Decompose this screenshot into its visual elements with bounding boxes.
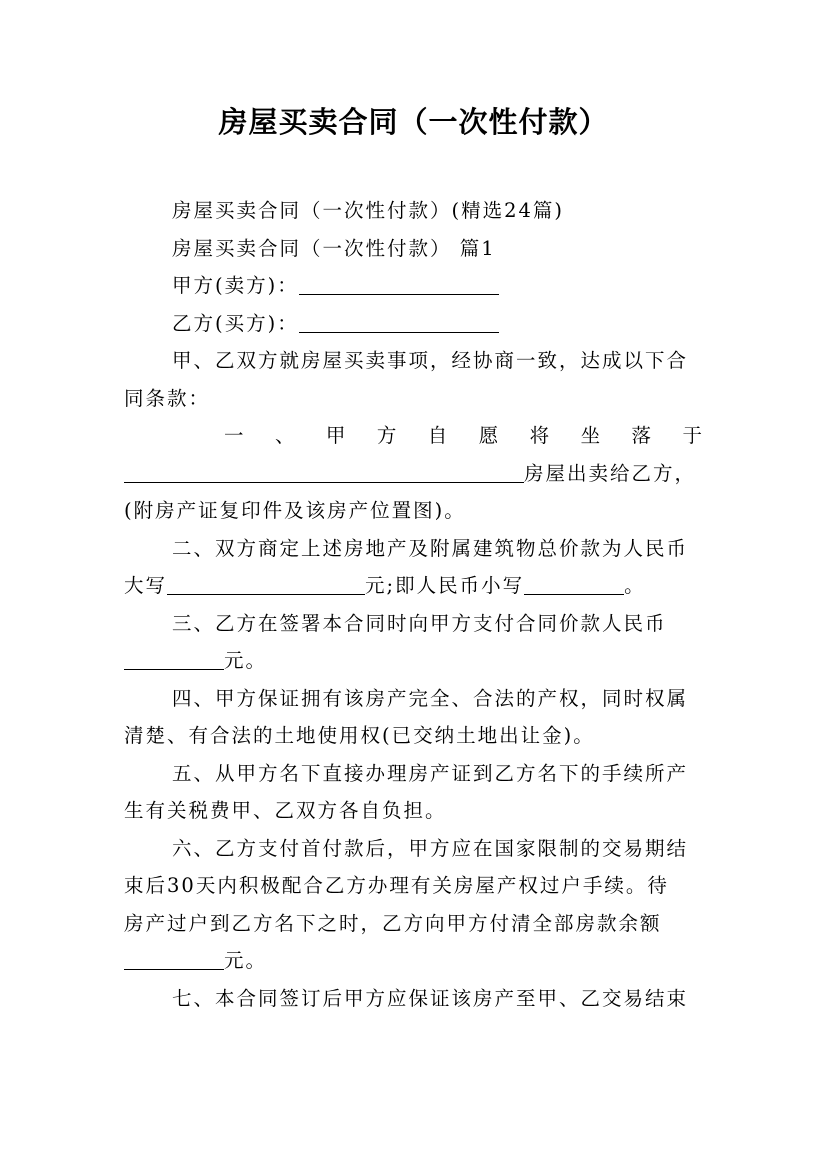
balance-amount-blank bbox=[124, 949, 224, 970]
clause-2-line-2: 大写 元;即人民币小写 。 bbox=[124, 574, 646, 597]
section-heading: 房屋买卖合同（一次性付款） 篇1 bbox=[172, 236, 496, 260]
clause-6-line-1: 六、乙方支付首付款后，甲方应在国家限制的交易期结 bbox=[172, 836, 689, 860]
clause-1-char: 一 bbox=[224, 424, 246, 447]
document-title: 房屋买卖合同（一次性付款） bbox=[218, 105, 609, 139]
intro-line-1: 甲、乙双方就房屋买卖事项，经协商一致，达成以下合 bbox=[172, 349, 689, 372]
property-location-blank bbox=[124, 461, 524, 482]
clause-1-line-3: (附房产证复印件及该房产位置图)。 bbox=[124, 499, 466, 522]
party-a-line bbox=[124, 267, 704, 305]
clause-1-char: 愿 bbox=[478, 424, 501, 447]
deposit-amount-blank bbox=[124, 649, 224, 670]
party-b-blank bbox=[299, 311, 499, 332]
party-a-blank bbox=[299, 274, 499, 295]
clause-1-char: 、 bbox=[274, 424, 297, 447]
clause-6-line-3: 房产过户到乙方名下之时，乙方向甲方付清全部房款余额 bbox=[124, 911, 662, 935]
clause-1-char: 落 bbox=[631, 424, 654, 447]
clause-2-line-1: 二、双方商定上述房地产及附属建筑物总价款为人民币 bbox=[172, 536, 689, 560]
clause-6-line-4: 元。 bbox=[124, 942, 704, 980]
intro-line-2: 同条款： bbox=[124, 386, 211, 410]
clause-1-line-1 bbox=[124, 417, 704, 455]
price-uppercase-blank bbox=[167, 574, 365, 595]
clause-5-line-2: 生有关税费甲、乙双方各自负担。 bbox=[124, 799, 447, 822]
party-b-line bbox=[124, 305, 704, 343]
party-a-label: 甲方(卖方)： bbox=[172, 274, 299, 297]
clause-1-char: 将 bbox=[529, 424, 552, 447]
clause-7-line-1: 七、本合同签订后甲方应保证该房产至甲、乙交易结束 bbox=[172, 986, 689, 1010]
clause-3-line-2: 元。 bbox=[124, 642, 704, 680]
clause-5-line-1: 五、从甲方名下直接办理房产证到乙方名下的手续所产 bbox=[172, 761, 689, 785]
price-lowercase-blank bbox=[524, 574, 624, 595]
clause-1-char: 甲 bbox=[325, 424, 348, 447]
clause-1-char: 方 bbox=[376, 424, 399, 447]
clause-4-line-1: 四、甲方保证拥有该房产完全、合法的产权，同时权属 bbox=[172, 686, 689, 710]
clause-3-line-1: 三、乙方在签署本合同时向甲方支付合同价款人民币 bbox=[172, 611, 667, 635]
clause-1-char: 坐 bbox=[580, 424, 603, 447]
document-subtitle: 房屋买卖合同（一次性付款）(精选24篇) bbox=[172, 199, 565, 222]
clause-1-line-2: 房屋出卖给乙方， bbox=[124, 455, 704, 493]
clause-6-line-2: 束后30天内积极配合乙方办理有关房屋产权过户手续。待 bbox=[124, 874, 669, 897]
clause-4-line-2: 清楚、有合法的土地使用权(已交纳土地出让金)。 bbox=[124, 724, 595, 747]
party-b-label: 乙方(买方)： bbox=[172, 311, 299, 335]
clause-1-char: 自 bbox=[427, 424, 450, 447]
document-body bbox=[124, 192, 704, 1017]
clause-1-char: 于 bbox=[682, 424, 704, 447]
